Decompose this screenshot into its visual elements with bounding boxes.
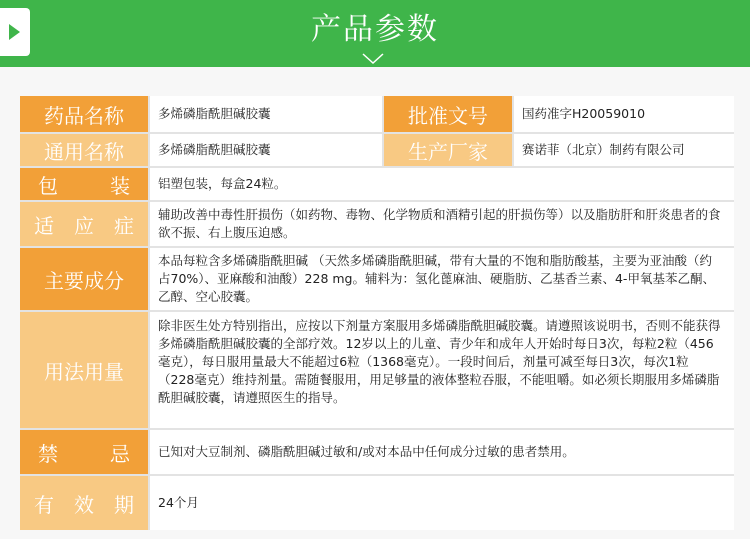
table-row: [20, 312, 734, 428]
drug-name-value: 多烯磷脂酰胆碱胶囊: [158, 106, 271, 121]
ingredients-value: 本品每粒含多烯磷脂酰胆碱 （天然多烯磷脂酰胆碱，带有大量的不饱和脂肪酸基，主要为亚油酸（约占70%）、亚麻酸和油酸）228 mg。辅料为：氢化蓖麻油、硬脂肪、乙基香兰素、4-甲氧基苯乙酮、乙醇、空心胶囊。: [158, 253, 715, 304]
packaging-value: 铝塑包装，每盒24粒。: [158, 176, 287, 191]
page-title: 产品参数: [311, 12, 439, 47]
row-value: [150, 96, 382, 132]
row-label: [20, 248, 148, 310]
table-row: [20, 248, 734, 310]
table-row: [20, 202, 734, 246]
row-label-text: 药品名称: [44, 103, 124, 128]
row-label-char: 包: [38, 173, 58, 198]
row-label-char: 症: [114, 213, 134, 238]
generic-name-value: 多烯磷脂酰胆碱胶囊: [158, 142, 271, 157]
row-value: [150, 430, 734, 474]
row-label: [20, 134, 148, 166]
table-row: [20, 168, 734, 200]
row-label: [384, 96, 512, 132]
row-label: [20, 430, 148, 474]
row-label-char: 禁: [38, 441, 58, 466]
table-row: [20, 96, 734, 132]
row-label-text: 主要成分: [44, 268, 124, 293]
row-label: [20, 96, 148, 132]
indications-value: 辅助改善中毒性肝损伤（如药物、毒物、化学物质和酒精引起的肝损伤等）以及脂肪肝和肝炎患者的食欲不振、右上腹压迫感。: [158, 207, 721, 240]
chevron-down-icon: [362, 53, 384, 65]
row-label-text: 生产厂家: [408, 139, 488, 164]
row-label-char: 装: [110, 173, 130, 198]
row-value: [150, 134, 382, 166]
table-row: [20, 134, 734, 166]
approval-number-value: 国药准字H20059010: [522, 106, 646, 121]
dosage-value: 除非医生处方特别指出，应按以下剂量方案服用多烯磷脂酰胆碱胶囊。请遵照该说明书，否则不能获得多烯磷脂酰胆碱胶囊的全部疗效。12岁以上的儿童、青少年和成年人开始时每日3次，每粒2粒（456毫克），每日服用量最大不能超过6粒（1368毫克）。一段时间后，剂量可减至每日3次，每次1粒（228毫克）维持剂量。需随餐服用，用足够量的液体整粒吞服，不能咀嚼。如必须长期服用多烯磷脂酰胆碱胶囊，请遵照医生的指导。: [158, 318, 721, 405]
row-label-char: 期: [114, 492, 134, 517]
row-label-char: 效: [74, 492, 94, 517]
row-value: [150, 476, 734, 530]
row-label-char: 有: [34, 492, 54, 517]
row-label-char: 应: [74, 213, 94, 238]
row-label: [20, 168, 148, 200]
manufacturer-value: 赛诺菲（北京）制药有限公司: [522, 142, 685, 157]
row-label-char: 适: [34, 213, 54, 238]
row-label: [384, 134, 512, 166]
row-value: [514, 134, 734, 166]
table-row: [20, 476, 734, 530]
row-label-text: 用法用量: [44, 359, 124, 384]
table-row: [20, 430, 734, 474]
shelf-life-value: 24个月: [158, 495, 199, 510]
row-label: [20, 202, 148, 246]
row-value: [514, 96, 734, 132]
row-value: [150, 202, 734, 246]
row-label-text: 通用名称: [44, 139, 124, 164]
row-label: [20, 312, 148, 428]
row-value: [150, 168, 734, 200]
row-label-char: 忌: [110, 441, 130, 466]
row-label: [20, 476, 148, 530]
row-value: [150, 248, 734, 310]
spec-table: [20, 96, 734, 530]
section-header: [0, 0, 750, 67]
contraindications-value: 已知对大豆制剂、磷脂酰胆碱过敏和/或对本品中任何成分过敏的患者禁用。: [158, 444, 575, 459]
row-label-text: 批准文号: [408, 103, 488, 128]
row-value: [150, 312, 734, 428]
